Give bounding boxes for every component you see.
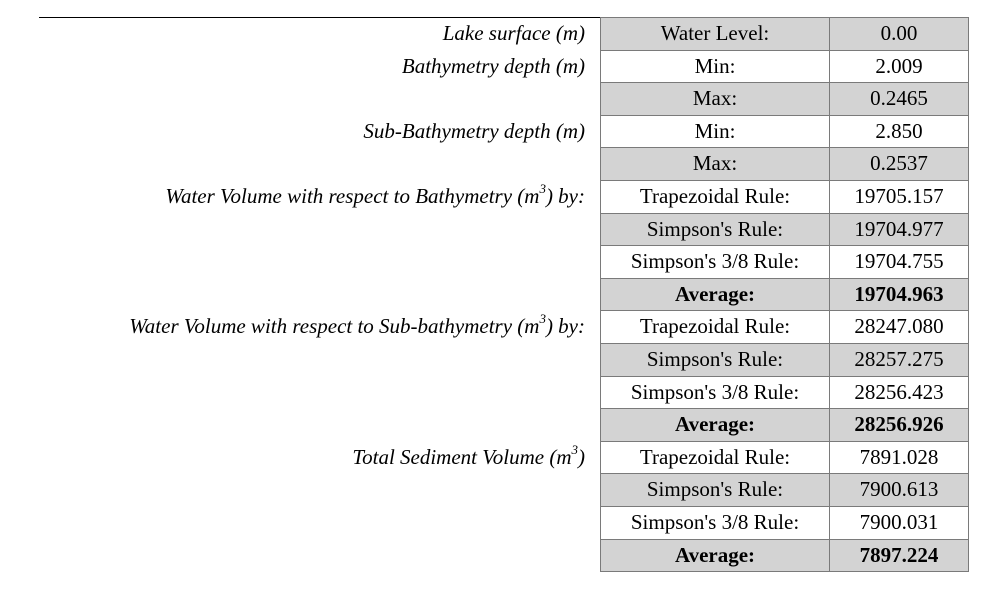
method-cell: Simpson's Rule: <box>601 343 830 376</box>
table-row <box>601 213 969 246</box>
table-row <box>601 18 969 51</box>
method-cell: Simpson's 3/8 Rule: <box>601 506 830 539</box>
table-row <box>601 83 969 116</box>
table-row <box>601 409 969 442</box>
table-row <box>601 278 969 311</box>
label-sub-bathymetry-depth: Sub-Bathymetry depth (m) <box>363 118 585 143</box>
table-row <box>601 506 969 539</box>
results-table-body <box>601 18 969 572</box>
method-cell: Simpson's Rule: <box>601 474 830 507</box>
value-cell: 19704.963 <box>830 278 969 311</box>
table-row <box>601 539 969 572</box>
method-cell: Trapezoidal Rule: <box>601 441 830 474</box>
method-cell: Min: <box>601 115 830 148</box>
value-cell: 19705.157 <box>830 180 969 213</box>
value-cell: 19704.755 <box>830 246 969 279</box>
value-cell: 7900.613 <box>830 474 969 507</box>
method-cell: Trapezoidal Rule: <box>601 180 830 213</box>
method-cell: Min: <box>601 50 830 83</box>
method-cell: Simpson's Rule: <box>601 213 830 246</box>
label-water-volume-sub-bathymetry: Water Volume with respect to Sub-bathymetry $(m^3)$ by: <box>129 311 585 339</box>
method-cell: Average: <box>601 409 830 442</box>
table-row <box>601 343 969 376</box>
method-cell: Average: <box>601 539 830 572</box>
table-row <box>601 474 969 507</box>
label-water-volume-bathymetry: Water Volume with respect to Bathymetry $(m^3)$ by: <box>165 181 585 208</box>
table-row <box>601 441 969 474</box>
table-row <box>601 311 969 344</box>
method-cell: Max: <box>601 148 830 181</box>
method-cell: Water Level: <box>601 18 830 51</box>
table-row <box>601 148 969 181</box>
value-cell: 2.850 <box>830 115 969 148</box>
method-cell: Simpson's 3/8 Rule: <box>601 376 830 409</box>
label-bathymetry-depth: Bathymetry depth (m) <box>401 53 585 78</box>
label-lake-surface: Lake surface (m) <box>442 21 585 45</box>
value-cell: 0.00 <box>830 18 969 51</box>
table-row <box>601 115 969 148</box>
value-cell: 28247.080 <box>830 311 969 344</box>
value-cell: 7900.031 <box>830 506 969 539</box>
results-table <box>600 17 969 572</box>
table-row <box>601 180 969 213</box>
value-cell: 28256.926 <box>830 409 969 442</box>
value-cell: 0.2537 <box>830 148 969 181</box>
table-row <box>601 376 969 409</box>
method-cell: Simpson's 3/8 Rule: <box>601 246 830 279</box>
value-cell: 0.2465 <box>830 83 969 116</box>
table-row <box>601 246 969 279</box>
table-row <box>601 50 969 83</box>
value-cell: 2.009 <box>830 50 969 83</box>
value-cell: 19704.977 <box>830 213 969 246</box>
method-cell: Average: <box>601 278 830 311</box>
value-cell: 7897.224 <box>830 539 969 572</box>
label-total-sediment-volume: Total Sediment Volume $(m^3)$ <box>352 441 585 469</box>
value-cell: 7891.028 <box>830 441 969 474</box>
value-cell: 28257.275 <box>830 343 969 376</box>
value-cell: 28256.423 <box>830 376 969 409</box>
method-cell: Trapezoidal Rule: <box>601 311 830 344</box>
method-cell: Max: <box>601 83 830 116</box>
